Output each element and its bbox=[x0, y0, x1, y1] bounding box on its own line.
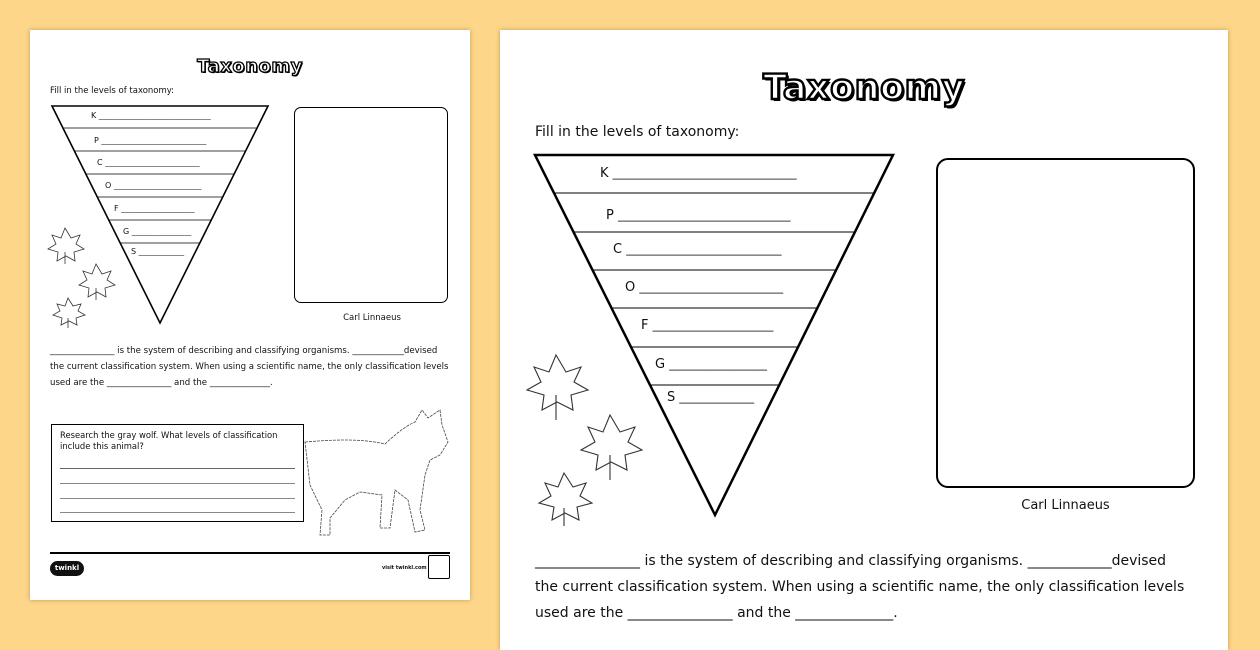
website-link[interactable]: visit twinkl.com bbox=[382, 565, 427, 571]
level-k: K ________________________________ bbox=[600, 166, 797, 181]
level-g: G _________________ bbox=[655, 357, 767, 372]
gray-wolf-illustration bbox=[30, 30, 470, 600]
worksheet-page bbox=[500, 30, 1228, 650]
portrait-caption: Carl Linnaeus bbox=[1021, 498, 1110, 513]
instruction-text: Fill in the levels of taxonomy: bbox=[50, 86, 175, 96]
level-k: K ________________________________ bbox=[91, 111, 211, 120]
worksheet-preview-thumbnail[interactable] bbox=[30, 30, 470, 600]
level-s: S _____________ bbox=[667, 390, 755, 405]
instruction-text: Fill in the levels of taxonomy: bbox=[535, 124, 740, 140]
portrait-caption: Carl Linnaeus bbox=[343, 313, 401, 323]
twinkl-logo: twinkl bbox=[50, 561, 84, 576]
worksheet-title: Taxonomy bbox=[763, 68, 965, 108]
footer-divider bbox=[50, 552, 450, 554]
level-f: F _____________________ bbox=[641, 318, 774, 333]
quality-badge-icon bbox=[428, 555, 450, 579]
level-c: C ___________________________ bbox=[97, 158, 200, 167]
fill-in-paragraph: _______________ is the system of describing and classifying organisms. ____________devised the current classification system. When using a scientific name, the only classification levels used are the _______________ and the ______________. bbox=[50, 346, 449, 388]
level-o: O _________________________ bbox=[625, 280, 784, 295]
worksheet-title: Taxonomy bbox=[197, 56, 303, 77]
research-question: Research the gray wolf. What levels of classification include this animal? bbox=[60, 430, 278, 451]
level-p: P ______________________________ bbox=[94, 136, 207, 145]
fill-in-paragraph: _______________ is the system of describing and classifying organisms. ____________devised the current classification system. When using a scientific name, the only classification levels used are the _______________ and the ______________. bbox=[535, 553, 1185, 621]
level-g: G _________________ bbox=[123, 227, 192, 236]
level-s: S _____________ bbox=[131, 247, 185, 256]
level-c: C ___________________________ bbox=[613, 242, 782, 257]
level-o: O _________________________ bbox=[105, 181, 202, 190]
level-p: P ______________________________ bbox=[606, 208, 791, 223]
level-f: F _____________________ bbox=[114, 204, 195, 213]
